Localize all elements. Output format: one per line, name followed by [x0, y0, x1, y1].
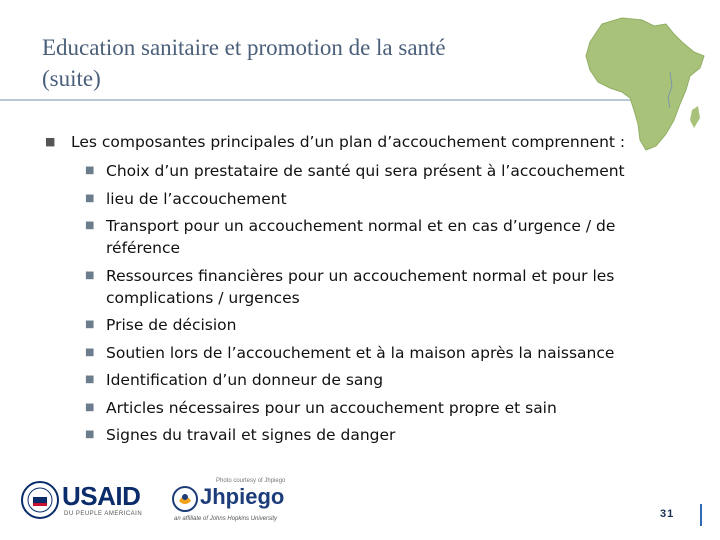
list-item-text: Signes du travail et signes de danger — [106, 426, 396, 444]
list-item-text: Ressources financières pour un accouchement normal et pour les complications / urgences — [106, 266, 615, 307]
square-bullet-icon: ■ — [85, 401, 95, 413]
jhpiego-affiliation: an affiliate of Johns Hopkins University — [174, 516, 278, 522]
list-item — [85, 314, 626, 336]
square-bullet-icon: ■ — [85, 220, 95, 231]
square-bullet-icon: ■ — [85, 165, 95, 176]
list-item-text: Choix d’un prestataire de santé qui sera présent à l’accouchement — [106, 162, 625, 180]
footer-logos — [20, 478, 320, 526]
list-item-text: Identification d’un donneur de sang — [106, 371, 384, 389]
square-bullet-icon: ■ — [85, 319, 95, 330]
title-divider — [0, 99, 640, 101]
list-item — [85, 265, 626, 309]
jhpiego-emblem-icon — [172, 486, 198, 512]
square-bullet-icon: ■ — [85, 346, 95, 358]
list-item — [85, 424, 626, 446]
list-item-text: lieu de l’accouchement — [106, 189, 287, 208]
list-item-text: Soutien lors de l’accouchement et à la maison après la naissance — [106, 343, 615, 362]
page-number-rule — [700, 504, 702, 526]
square-bullet-icon: ■ — [85, 269, 95, 281]
list-item-text: Transport pour un accouchement normal et en cas d’urgence / de référence — [106, 217, 616, 257]
jhpiego-logo-text: Jhpiego — [200, 484, 285, 509]
usaid-tagline: DU PEUPLE AMERICAIN — [64, 511, 143, 517]
square-bullet-icon: ■ — [85, 374, 95, 385]
title-line-2: (suite) — [42, 66, 101, 91]
main-bullet — [45, 132, 655, 152]
list-item — [85, 215, 626, 259]
list-item — [85, 397, 626, 419]
square-bullet-icon: ■ — [45, 135, 56, 148]
list-item — [85, 369, 626, 391]
list-item — [85, 342, 626, 364]
main-bullet-text: Les composantes principales d’un plan d’accouchement comprennent : — [71, 133, 626, 151]
page-number: 31 — [660, 508, 675, 520]
square-bullet-icon: ■ — [85, 429, 95, 440]
usaid-seal-icon — [20, 480, 60, 520]
list-item-text: Prise de décision — [106, 316, 237, 334]
jhpiego-top-note: Photo courtesy of Jhpiego — [216, 478, 286, 484]
slide-title — [42, 32, 582, 94]
list-item-text: Articles nécessaires pour un accouchement propre et sain — [106, 398, 557, 417]
bullet-list — [45, 132, 655, 452]
square-bullet-icon: ■ — [85, 192, 95, 204]
title-line-1: Education sanitaire et promotion de la santé — [42, 35, 446, 60]
usaid-logo-text: USAID — [62, 481, 141, 511]
sub-bullet-list — [85, 160, 655, 446]
list-item — [85, 160, 626, 182]
list-item — [85, 188, 626, 210]
usaid-logo — [62, 481, 140, 511]
